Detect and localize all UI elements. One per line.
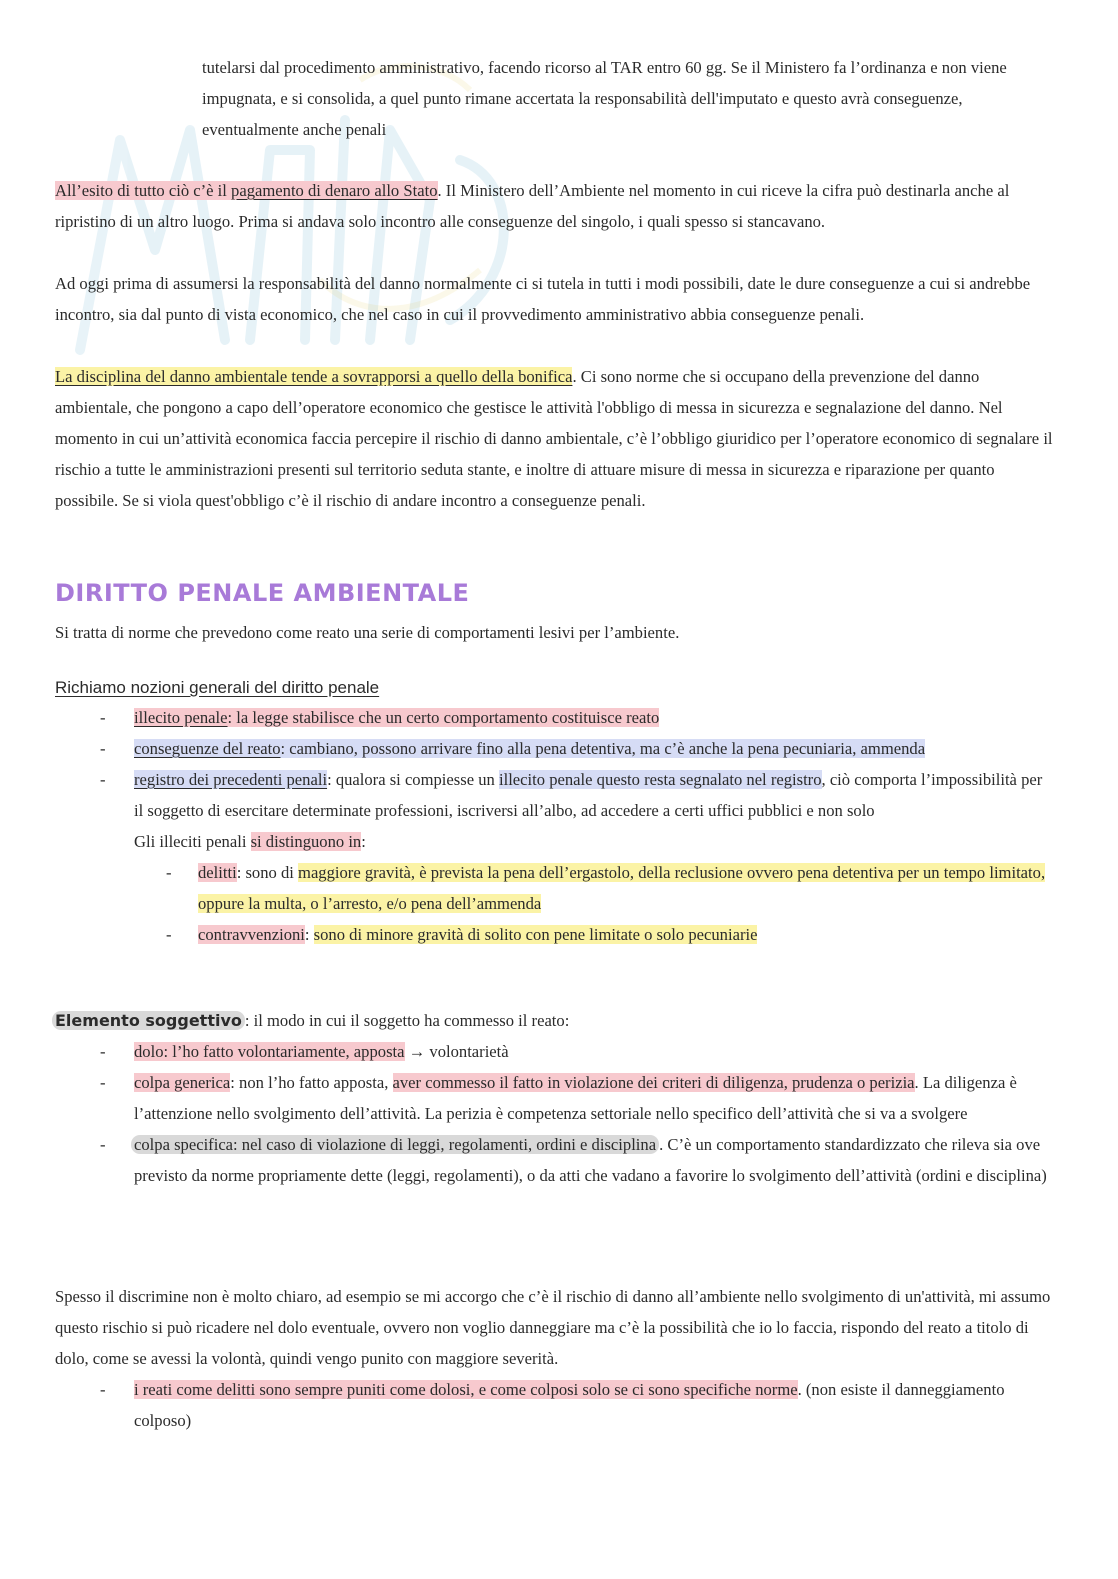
list-item <box>100 1067 1055 1129</box>
highlight-text: dolo: l’ho fatto volontariamente, apposta <box>134 1042 405 1061</box>
paragraph-responsibility <box>55 268 1055 330</box>
text: Spesso il discrimine non è molto chiaro, ad esempio se mi accorgo che c’è il rischio di danno all’ambiente nello svolgimento di un'attività, mi assumo questo rischio si può ricadere nel dolo eventuale, ovvero non voglio danneggiare ma c’è la possibilità che io lo faccia, rispondo del reato a titolo di dolo, come se avessi la volontà, quindi vengo punito con maggiore severità. <box>55 1287 1051 1368</box>
list-general-notions <box>100 702 1055 950</box>
section-heading: DIRITTO PENALE AMBIENTALE <box>55 579 470 607</box>
sublist-illeciti <box>166 857 1055 950</box>
text: Ad oggi prima di assumersi la responsabilità del danno normalmente ci si tutela in tutti i modi possibili, date le dure conseguenze a cui si andrebbe incontro, sia dal punto di vista economico, che nel caso in cui il provvedimento amministrativo abbia conseguenze penali. <box>55 274 1031 324</box>
text: : cambiano, possono arrivare fino alla pena detentiva, ma c’è anche la pena pecuniaria, ammenda <box>280 739 926 758</box>
text: . (non esiste il danneggiamento colposo) <box>134 1380 1005 1430</box>
highlight-text: maggiore gravità, è prevista la pena dell’ergastolo, della reclusione ovvero pena detentiva per un tempo limitato, oppure la multa, o l’arresto, e/o pena dell’ammenda <box>198 863 1046 913</box>
list-item <box>100 764 1055 950</box>
list-item <box>100 733 1055 764</box>
term: illecito penale <box>134 708 228 727</box>
highlight-text: si distinguono in <box>250 832 362 851</box>
list-subjective-element <box>100 1036 1055 1191</box>
list-reati <box>100 1374 1055 1436</box>
term: contravvenzioni <box>198 925 305 944</box>
text: : <box>361 832 366 851</box>
highlight-text: i reati come delitti sono sempre puniti come dolosi, e come colposi solo se ci sono specifiche norme <box>134 1380 798 1399</box>
heading-intro <box>55 617 1055 648</box>
list-item <box>166 919 1055 950</box>
term: delitti <box>198 863 237 882</box>
text: Gli illeciti penali <box>134 832 251 851</box>
subheading-text: Richiamo nozioni generali del diritto penale <box>55 678 380 697</box>
paragraph-discrimine <box>55 1281 1055 1374</box>
underlined-highlight: pagamento di denaro allo Stato <box>231 181 438 200</box>
list-item <box>166 857 1055 919</box>
subheading-subjective-element <box>55 1005 1055 1036</box>
intro-text: tutelarsi dal procedimento amministrativo, facendo ricorso al TAR entro 60 gg. Se il Ministero fa l’ordinanza e non viene impugnata, e si consolida, a quel punto rimane accertata la responsabilità dell'imputato e questo avrà conseguenze, eventualmente anche penali <box>202 58 1007 139</box>
text: : il modo in cui il soggetto ha commesso il reato: <box>244 1011 570 1030</box>
text: . Ci sono norme che si occupano della prevenzione del danno ambientale, che pongono a capo dell’operatore economico che gestisce le attività l'obbligo di messa in sicurezza e segnalazione del danno. Nel momento in cui un’attività economica faccia percepire il rischio di danno ambientale, c’è l’obbligo giuridico per l’operatore economico di segnalare il rischio a tutte le amministrazioni presenti sul territorio seduta stante, e inoltre di attuare misure di messa in sicurezza e riparazione per quanto possibile. Se si viola quest'obbligo c’è il rischio di andare incontro a conseguenze penali. <box>55 367 1053 510</box>
term: conseguenze del reato <box>134 739 281 758</box>
text: : sono di <box>236 863 299 882</box>
text: → volontarietà <box>404 1042 509 1061</box>
subheading-general-notions <box>55 672 1055 703</box>
list-item <box>100 1374 1055 1436</box>
text: : <box>304 925 314 944</box>
highlight-text: sono di minore gravità di solito con pene limitate o solo pecuniarie <box>313 925 758 944</box>
highlight-text: illecito penale questo resta segnalato nel registro <box>498 770 822 789</box>
text: . La diligenza è l’attenzione nello svolgimento dell’attività. La perizia è competenza settoriale nello specifico dell’attività che si va a svolgere <box>134 1073 1017 1123</box>
text: : la legge stabilisce che un certo comportamento costituisce reato <box>227 708 660 727</box>
list-item <box>100 1129 1055 1191</box>
list-item <box>100 702 1055 733</box>
text: Si tratta di norme che prevedono come reato una serie di comportamenti lesivi per l’ambiente. <box>55 623 680 642</box>
text: , ciò comporta l’impossibilità per il soggetto di esercitare determinate professioni, iscriversi all’albo, ad accedere a certi uffici pubblici e non solo <box>134 770 1043 820</box>
text: . Il Ministero dell’Ambiente nel momento in cui riceve la cifra può destinarla anche al ripristino di un altro luogo. Prima si andava solo incontro alle conseguenze del singolo, i quali spesso si stancavano. <box>55 181 1010 231</box>
text: . C’è un comportamento standardizzato che rileva sia ove previsto da norme propriamente dette (leggi, regolamenti), o da atti che vadano a favorire lo svolgimento dell’attività (ordini e disciplina) <box>134 1135 1047 1185</box>
paragraph-payment <box>55 175 1055 237</box>
list-item <box>100 1036 1055 1067</box>
term: registro dei precedenti penali <box>134 770 328 789</box>
paragraph-discipline <box>55 361 1055 516</box>
highlight-text: aver commesso il fatto in violazione dei criteri di diligenza, prudenza o perizia <box>392 1073 915 1092</box>
intro-paragraph <box>202 52 1062 145</box>
text: : non l’ho fatto apposta, <box>230 1073 393 1092</box>
highlight-text: All’esito di tutto ciò c’è il <box>55 181 232 200</box>
underlined-highlight: La disciplina del danno ambientale tende a sovrapporsi a quello della bonifica <box>55 367 573 386</box>
subheading-text: Elemento soggettivo <box>52 1011 245 1030</box>
text: : qualora si compiesse un <box>327 770 499 789</box>
highlight-text: colpa specifica: nel caso di violazione di leggi, regolamenti, ordini e disciplina <box>131 1135 659 1154</box>
term: colpa generica <box>134 1073 231 1092</box>
